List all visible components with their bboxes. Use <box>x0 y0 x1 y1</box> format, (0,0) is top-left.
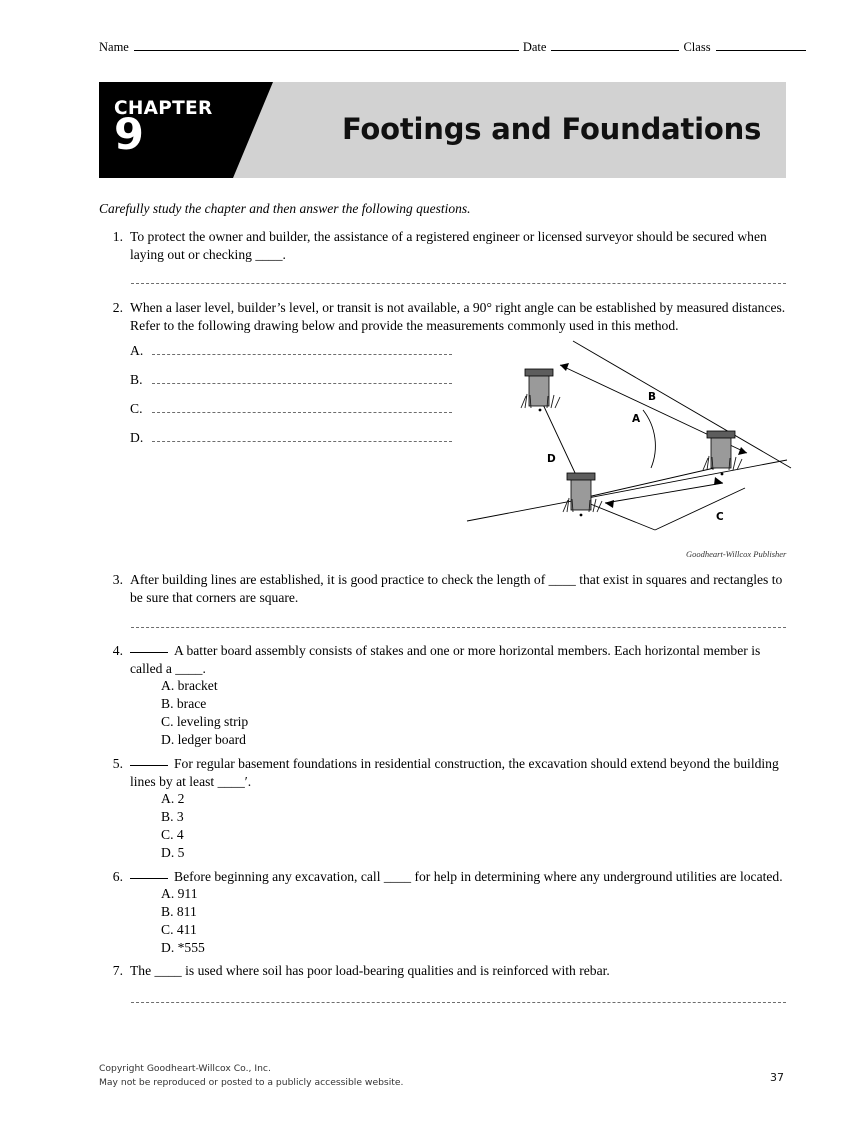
sub-answer-b-letter: B. <box>130 372 143 387</box>
question-3-number: 3. <box>112 572 123 587</box>
question-6-number: 6. <box>112 869 123 884</box>
question-5-option-d[interactable]: D. 5 <box>161 845 185 861</box>
question-5-text <box>130 755 786 791</box>
chapter-banner <box>99 82 786 178</box>
question-6-option-c[interactable]: C. 411 <box>161 922 197 938</box>
question-6-answer-blank[interactable] <box>130 878 168 879</box>
footer <box>99 1062 403 1090</box>
chapter-word: CHAPTER <box>114 98 213 119</box>
question-5-number: 5. <box>112 756 123 771</box>
class-input[interactable] <box>716 40 806 51</box>
name-input[interactable] <box>134 40 519 51</box>
question-5-options <box>99 790 786 862</box>
chapter-number: 9 <box>114 110 144 160</box>
question-5 <box>99 755 786 791</box>
copyright-line-1: Copyright Goodheart-Willcox Co., Inc. <box>99 1063 271 1074</box>
question-6-text <box>130 868 786 886</box>
question-6-option-d[interactable]: D. *555 <box>161 940 205 956</box>
sub-answer-b-line[interactable] <box>152 374 452 384</box>
question-7 <box>99 962 786 980</box>
question-2-answers <box>130 343 452 459</box>
date-input[interactable] <box>551 40 679 51</box>
sub-answer-b <box>130 372 452 388</box>
question-5-answer-blank[interactable] <box>130 765 168 766</box>
question-4-prompt: A batter board assembly consists of stakes and one or more horizontal members. Each horizontal member is called a ____. <box>130 643 761 677</box>
instruction-text: Carefully study the chapter and then answer the following questions. <box>99 201 471 216</box>
sub-answer-d <box>130 430 452 446</box>
svg-text:A: A <box>632 413 641 425</box>
question-4-option-d[interactable]: D. ledger board <box>161 732 246 748</box>
question-3-answer-line[interactable] <box>131 627 786 628</box>
question-3 <box>99 571 786 607</box>
question-6-prompt: Before beginning any excavation, call ____ for help in determining where any underground utilities are located. <box>174 869 783 884</box>
question-4 <box>99 642 786 678</box>
copyright-line-2: May not be reproduced or posted to a publicly accessible website. <box>99 1076 404 1088</box>
question-5-option-b[interactable]: B. 3 <box>161 809 184 825</box>
page-title: Footings and Foundations <box>342 112 762 146</box>
question-4-options <box>99 677 786 749</box>
svg-text:D: D <box>547 453 556 465</box>
question-2-number: 2. <box>112 300 123 315</box>
question-1-number: 1. <box>112 229 123 244</box>
question-4-number: 4. <box>112 643 123 658</box>
sub-answer-c-line[interactable] <box>152 403 452 413</box>
survey-layout-figure <box>455 338 795 553</box>
svg-text:C: C <box>716 511 724 523</box>
question-4-option-c[interactable]: C. leveling strip <box>161 714 249 730</box>
question-7-answer-line[interactable] <box>131 1002 786 1003</box>
question-5-prompt: For regular basement foundations in residential construction, the excavation should extend beyond the building lines by at least ____′. <box>130 756 779 790</box>
question-7-number: 7. <box>112 963 123 978</box>
question-1-text: To protect the owner and builder, the assistance of a registered engineer or licensed surveyor should be secured when laying out or checking ____. <box>130 229 767 263</box>
question-6-option-b[interactable]: B. 811 <box>161 904 197 920</box>
chapter-tab-wedge <box>233 82 273 178</box>
question-5-option-a[interactable]: A. 2 <box>161 791 185 806</box>
sub-answer-a-letter: A. <box>130 343 144 358</box>
question-4-option-a[interactable]: A. bracket <box>161 678 218 693</box>
sub-answer-c-letter: C. <box>130 401 143 416</box>
question-1-answer-line[interactable] <box>131 283 786 284</box>
question-5-option-c[interactable]: C. 4 <box>161 827 184 843</box>
question-7-text: The ____ is used where soil has poor load-bearing qualities and is reinforced with rebar. <box>130 963 610 978</box>
sub-answer-c <box>130 401 452 417</box>
question-6 <box>99 868 786 886</box>
question-4-option-b[interactable]: B. brace <box>161 696 207 712</box>
question-2-text: When a laser level, builder’s level, or transit is not available, a 90° right angle can be established by measured distances. Refer to the following drawing below and provide the measurements commonly used in this method. <box>130 300 786 334</box>
question-6-option-a[interactable]: A. 911 <box>161 886 198 901</box>
sub-answer-a <box>130 343 452 359</box>
question-1 <box>99 228 786 264</box>
name-label: Name <box>99 40 129 54</box>
svg-text:B: B <box>648 391 657 403</box>
class-label: Class <box>683 40 711 54</box>
question-2 <box>99 299 786 335</box>
question-4-text <box>130 642 786 678</box>
question-3-text: After building lines are established, it is good practice to check the length of ____ that exist in squares and rectangles to be sure that corners are square. <box>130 572 783 606</box>
sub-answer-d-letter: D. <box>130 430 144 445</box>
sub-answer-d-line[interactable] <box>152 432 452 442</box>
page-number: 37 <box>770 1071 784 1084</box>
date-label: Date <box>522 40 547 54</box>
figure-credit: Goodheart-Willcox Publisher <box>686 549 787 559</box>
question-4-answer-blank[interactable] <box>130 652 168 653</box>
student-info-line <box>99 40 786 55</box>
question-6-options <box>99 885 786 957</box>
sub-answer-a-line[interactable] <box>152 345 452 355</box>
